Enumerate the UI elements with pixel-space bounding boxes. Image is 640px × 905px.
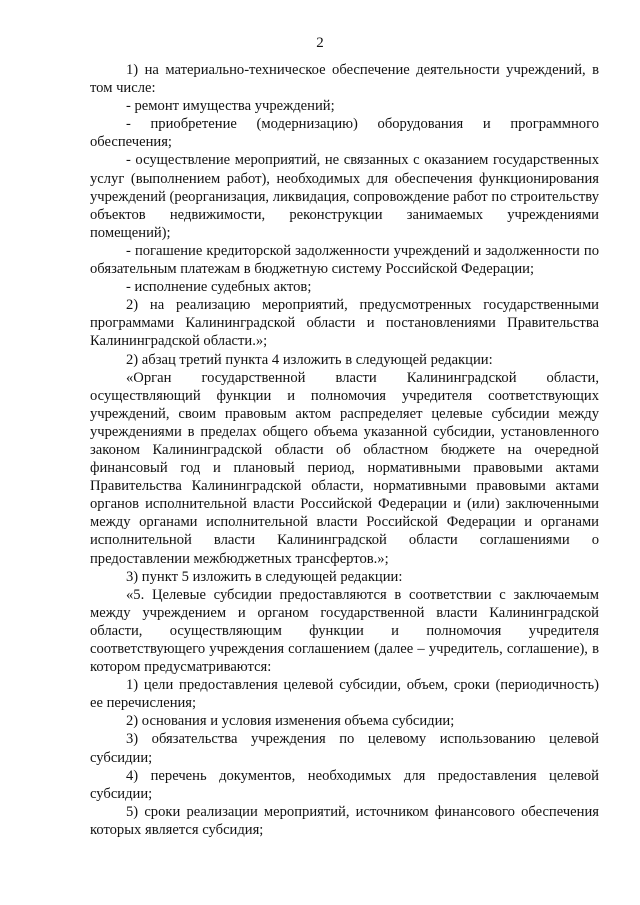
paragraph: 2) основания и условия изменения объема субсидии; <box>126 713 455 730</box>
paragraph: 1) цели предоставления целевой субсидии, объем, сроки (периодичность) ее перечисления; <box>90 677 599 712</box>
paragraph: 3) пункт 5 изложить в следующей редакции: <box>126 568 403 585</box>
page-number: 2 <box>316 35 324 51</box>
paragraph: 1) на материально-техническое обеспечение деятельности учреждений, в том числе: <box>90 62 599 97</box>
paragraph: - ремонт имущества учреждений; <box>126 98 335 115</box>
paragraph: 4) перечень документов, необходимых для предоставления целевой субсидии; <box>90 767 599 802</box>
paragraph: 5) сроки реализации мероприятий, источником финансового обеспечения которых является субсидия; <box>90 803 599 838</box>
paragraph: 2) абзац третий пункта 4 изложить в следующей редакции: <box>126 351 493 368</box>
paragraph: «Орган государственной власти Калининградской области, осуществляющий функции и полномочия учредителя соответствующих учреждений, своим правовым актом распределяет целевые субсидии между учреждениями в пределах общего объема указанной субсидии, установленного законом Калининградской области об областном бюджете на очередной финансовый год и плановый период, нормативными правовыми актами Правительства Калининградской области, нормативными правовыми актами органов исполнительной власти Российской Федерации и (или) заключенными между органами исполнительной власти Российской Федерации и органами исполнительной власти Калининградской области соглашениями о предоставлении межбюджетных трансфертов.»; <box>90 369 599 567</box>
paragraph: - приобретение (модернизацию) оборудования и программного обеспечения; <box>90 116 599 151</box>
paragraph: - исполнение судебных актов; <box>126 279 312 296</box>
paragraph: 3) обязательства учреждения по целевому использованию целевой субсидии; <box>90 731 599 766</box>
document-body <box>90 61 599 839</box>
paragraph: - осуществление мероприятий, не связанных с оказанием государственных услуг (выполнением работ), необходимых для обеспечения функционирования учреждений (реорганизация, ликвидация, сопровождение работ по строительству объектов недвижимости, реконструкции занимаемых учреждениями помещений); <box>90 152 599 241</box>
paragraph: - погашение кредиторской задолженности учреждений и задолженности по обязательным платежам в бюджетную систему Российской Федерации; <box>90 242 599 278</box>
paragraph: «5. Целевые субсидии предоставляются в соответствии с заключаемым между учреждением и органом государственной власти Калининградской области, осуществляющим функции и полномочия учредителя соответствующего учреждения соглашением (далее – учредитель, соглашение), в котором предусматриваются: <box>90 586 599 676</box>
paragraph: 2) на реализацию мероприятий, предусмотренных государственными программами Калининградской области и постановлениями Правительства Калининградской области.»; <box>90 297 599 350</box>
